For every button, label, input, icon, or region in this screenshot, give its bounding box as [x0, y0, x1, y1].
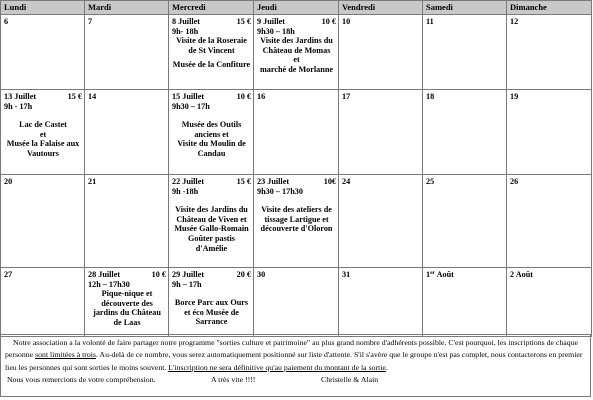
- event-price: 10 €: [321, 17, 336, 26]
- event-price: 20 €: [236, 270, 251, 279]
- day-cell: [507, 15, 592, 90]
- weekday-header: Lundi: [1, 1, 85, 15]
- event-description: Pique-nique et découverte des jardins du Château de Laas: [93, 289, 161, 327]
- event-time: 9h -18h: [172, 186, 199, 196]
- notes-paragraph: [5, 337, 586, 374]
- day-cell: [423, 175, 507, 268]
- day-number: 1: [426, 270, 431, 279]
- day-cell: [85, 15, 169, 90]
- event-time: 9h30 – 17h: [172, 101, 210, 111]
- notes-sign-off: [5, 374, 586, 386]
- event-time: 12h – 17h30: [88, 279, 130, 289]
- event-date: 23 Juillet: [257, 177, 290, 186]
- weekday-header: Jeudi: [254, 1, 339, 15]
- day-cell: [339, 175, 423, 268]
- event-header: [257, 17, 336, 27]
- day-cell: [507, 90, 592, 175]
- day-number: 27: [4, 270, 13, 279]
- event-date: 8 Juillet: [172, 17, 200, 26]
- day-cell: [1, 268, 85, 337]
- event-description: Lac de Castet: [19, 120, 67, 130]
- day-number: 17: [342, 92, 351, 101]
- day-cell: [507, 175, 592, 268]
- event-description: Visite des ateliers de tissage Lartigue et découverte d'Oloron: [260, 205, 333, 234]
- weekday-header: Vendredi: [339, 1, 423, 15]
- thanks-text: Nous vous remercions de votre compréhension.: [7, 375, 156, 385]
- event-header: [257, 177, 336, 187]
- notes-text: .: [385, 362, 388, 372]
- day-number: 21: [88, 177, 97, 186]
- event-price: 15 €: [67, 92, 82, 101]
- farewell-text: A très vite !!!!: [211, 375, 256, 385]
- event-price: 10 €: [151, 270, 166, 279]
- notes-box: [0, 334, 591, 397]
- week-row: [1, 90, 592, 175]
- day-number: 14: [88, 92, 97, 101]
- event-header: [88, 270, 166, 280]
- signature-text: Christelle & Alain: [321, 375, 379, 385]
- event-cell: [254, 175, 339, 268]
- notes-text: Notre association a la volonté de faire partager notre programme "sorties culture et patrimoine" au plus grand nombre d'adhérents possible. C'est pourquoi, les inscriptions de chaque personne: [5, 338, 578, 360]
- week-row: [1, 268, 592, 337]
- event-description: Visite du Moulin de Candau: [177, 139, 246, 158]
- day-cell: [85, 90, 169, 175]
- event-time: 9h30 – 18h: [257, 26, 295, 36]
- event-header: [172, 177, 251, 187]
- event-cell: [169, 90, 254, 175]
- weekday-header: Samedi: [423, 1, 507, 15]
- event-description: Musée la Falaise aux Vautours: [6, 139, 80, 158]
- weekday-header-row: [1, 1, 592, 15]
- event-description: Visite des Jardins du Château de Momas: [260, 36, 333, 55]
- day-number: 16: [257, 92, 266, 101]
- event-date: 29 Juillet: [172, 270, 205, 279]
- day-cell: [339, 15, 423, 90]
- day-number: 24: [342, 177, 351, 186]
- week-row: [1, 175, 592, 268]
- event-date: 22 Juillet: [172, 177, 205, 186]
- event-cell: [169, 15, 254, 90]
- event-price: 10€: [323, 177, 336, 186]
- event-date: 9 Juillet: [257, 17, 285, 26]
- event-price: 10 €: [236, 92, 251, 101]
- event-cell: [85, 268, 169, 337]
- week-row: [1, 15, 592, 90]
- day-cell: [423, 90, 507, 175]
- day-cell: [423, 15, 507, 90]
- event-date: 13 Juillet: [4, 92, 37, 101]
- event-time: 9h – 17h: [172, 279, 202, 289]
- event-description: et: [293, 55, 300, 65]
- weekday-header: Mercredi: [169, 1, 254, 15]
- event-cell: [169, 175, 254, 268]
- day-ordinal: er: [430, 270, 435, 276]
- event-price: 15 €: [236, 177, 251, 186]
- event-time: 9h- 18h: [172, 26, 199, 36]
- event-description: Musée de la Confiture: [172, 60, 251, 70]
- event-cell: [254, 15, 339, 90]
- day-number: 11: [426, 17, 434, 26]
- event-description: Visite des Jardins du Château de Viven et Musée Gallo-Romain Goûter pastis d'Amélie: [174, 205, 249, 253]
- notes-underlined: sont limitées à trois: [35, 350, 96, 360]
- day-cell: [85, 175, 169, 268]
- event-description: et: [39, 129, 47, 139]
- day-number: 26: [510, 177, 519, 186]
- day-month: Août: [434, 270, 454, 279]
- day-cell: [1, 175, 85, 268]
- event-description: Borce Parc aux Ours et éco Musée de Sarrance: [174, 298, 249, 327]
- day-cell: [254, 90, 339, 175]
- day-cell: [254, 268, 339, 337]
- event-header: [172, 92, 251, 102]
- day-number: 18: [426, 92, 435, 101]
- notes-underlined: L'inscription ne sera définitive qu'au paiement du montant de la sortie: [168, 362, 386, 372]
- day-number: 12: [510, 17, 519, 26]
- day-number: 2 Août: [510, 270, 533, 279]
- event-header: [172, 17, 251, 27]
- day-number: 20: [4, 177, 13, 186]
- day-number: 7: [88, 17, 93, 26]
- day-cell: [507, 268, 592, 337]
- event-cell: [1, 90, 85, 175]
- day-cell: [1, 15, 85, 90]
- event-time: 9h - 17h: [4, 101, 33, 111]
- event-price: 15 €: [236, 17, 251, 26]
- day-number: 31: [342, 270, 351, 279]
- event-cell: [169, 268, 254, 337]
- event-date: 28 Juillet: [88, 270, 121, 279]
- day-number: 25: [426, 177, 435, 186]
- day-number: 19: [510, 92, 519, 101]
- day-number: 30: [257, 270, 266, 279]
- day-cell: [339, 90, 423, 175]
- notes-text: . Au-delà de ce nombre, vous serez automatiquement positionné sur liste d'attente. S'il s'avère que le groupe n'est pas complet, nous contacterons en premier lieu les personnes qui sont sorties le moins souvent.: [5, 350, 583, 372]
- weekday-header: Dimanche: [507, 1, 592, 15]
- event-description: Musée des Outils anciens et: [181, 120, 242, 139]
- day-cell: [423, 268, 507, 337]
- weekday-header: Mardi: [85, 1, 169, 15]
- event-header: [4, 92, 82, 102]
- event-time: 9h30 – 17h30: [257, 186, 303, 196]
- event-date: 15 Juillet: [172, 92, 205, 101]
- event-description: Visite de la Roseraie de St Vincent: [176, 36, 247, 55]
- day-number: 6: [4, 17, 9, 26]
- day-number: 10: [342, 17, 351, 26]
- day-cell: [339, 268, 423, 337]
- event-description: marché de Morlanne: [259, 64, 334, 74]
- event-header: [172, 270, 251, 280]
